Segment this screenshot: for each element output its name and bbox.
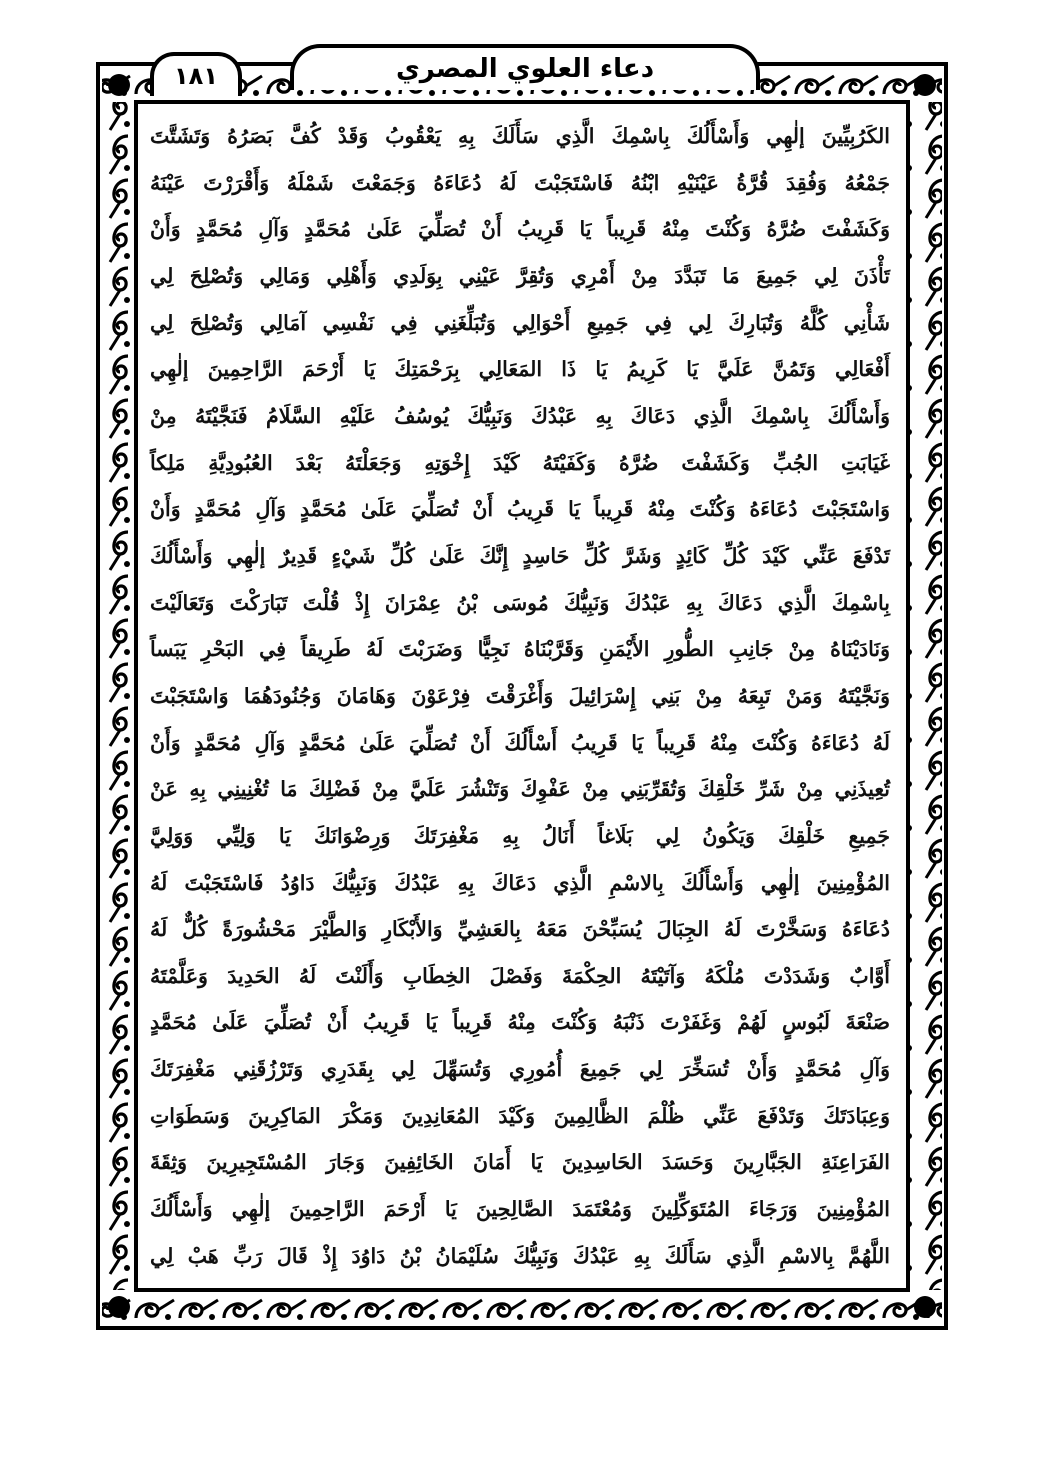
text-line: لَهُ دُعَاءَهُ وَكُنْتَ مِنْهُ قَرِيباً يَا قَرِيبُ أَسْأَلُكَ أَنْ تُصَلِّيَ عَلَىٰ مُحَمَّدٍ وَآلِ مُحَمَّدٍ وَأَنْ (150, 730, 890, 755)
page-title: دعاء العلوي المصري (395, 54, 655, 84)
text-line: وَنَجَّيْتَهُ وَمَنْ تَبِعَهُ مِنْ بَنِي إِسْرَائِيلَ وَأَغْرَقْتَ فِرْعَوْنَ وَهَامَانَ وَجُنُودَهُمَا وَاسْتَجَبْتَ (150, 683, 890, 708)
text-line: جَمْعُهُ وَفُقِدَ قُرَّةُ عَيْنَيْهِ ابْنُهُ فَاسْتَجَبْتَ لَهُ دُعَاءَهُ وَجَمَعْتَ شَمْلَهُ وَأَقْرَرْتَ عَيْنَهُ (150, 170, 890, 195)
text-line: دُعَاءَهُ وَسَخَّرْتَ لَهُ الجِبَالَ يُسَبِّحْنَ مَعَهُ بِالعَشِيِّ وَالأَبْكَارِ وَالطَّيْرَ مَحْشُورَةً كُلٌّ لَهُ (150, 917, 890, 942)
prayer-text-block (150, 116, 890, 1276)
text-line: تَأْذَنَ لِي جَمِيعَ مَا تَبَدَّدَ مِنْ أَمْرِي وَتُقِرَّ عَيْنِي بِوَلَدِي وَأَهْلِي وَمَالِي وَتُصْلِحَ لِي (150, 263, 890, 288)
text-line: تُعِيذَنِي مِنْ شَرِّ خَلْقِكَ وَتُقَرِّبَنِي مِنْ عَفْوِكَ وَتَنْشُرَ عَلَيَّ مِنْ فَضْلِكَ مَا تُغْنِينِي بِهِ عَنْ (150, 777, 890, 802)
page-number: ١٨١ (174, 62, 218, 90)
header-title-tab (290, 44, 760, 90)
text-line: وَنَادَيْنَاهُ مِنْ جَانِبِ الطُّورِ الأَيْمَنِ وَقَرَّبْنَاهُ نَجِيًّا وَضَرَبْتَ لَهُ طَرِيقاً فِي البَحْرِ يَبَساً (150, 637, 890, 662)
text-line: وَآلِ مُحَمَّدٍ وَأَنْ تُسَخِّرَ لِي جَمِيعَ أُمُورِي وَتُسَهِّلَ لِي بِقَدَرِي وَتَرْزُقَنِي مَغْفِرَتَكَ (150, 1057, 890, 1082)
text-line: الكَرُبِيِّينَ إلٰهِي وَأَسْأَلُكَ بِاسْمِكَ الَّذِي سَأَلَكَ بِهِ يَعْقُوبُ وَقَدْ كُفَّ بَصَرُهُ وَتَشَتَّتَ (150, 124, 890, 148)
text-line: وَأَسْأَلُكَ بِاسْمِكَ الَّذِي دَعَاكَ بِهِ عَبْدُكَ وَنَبِيُّكَ يُوسُفُ عَلَيْهِ السَّلَامُ فَنَجَّيْتَهُ مِنْ (150, 403, 890, 428)
text-line: المُؤْمِنِينَ وَرَجَاءَ المُتَوَكِّلِينَ وَمُعْتَمَدَ الصَّالِحِينَ يَا أَرْحَمَ الرَّاحِمِينَ إلٰهِي وَأَسْأَلُكَ (150, 1197, 890, 1222)
text-line: بِاسْمِكَ الَّذِي دَعَاكَ بِهِ عَبْدُكَ وَنَبِيُّكَ مُوسَى بْنُ عِمْرَانَ إِذْ قُلْتَ تَبَارَكْتَ وَتَعَالَيْتَ (150, 590, 890, 615)
text-line: أَوَّابٌ وَشَدَدْتَ مُلْكَهُ وَآتَيْتَهُ الحِكْمَةَ وَفَصْلَ الخِطَابِ وَأَلَنْتَ لَهُ الحَدِيدَ وَعَلَّمْتَهُ (150, 963, 890, 988)
text-line: وَعِبَادَتَكَ وَتَدْفَعَ عَنِّي ظُلْمَ الظَّالِمِينَ وَكَيْدَ المُعَانِدِينَ وَمَكْرَ المَاكِرِينَ وَسَطَوَاتِ (150, 1103, 890, 1128)
page-number-tab (150, 52, 242, 96)
text-line: المُؤْمِنِينَ إلٰهِي وَأَسْأَلُكَ بِالاسْمِ الَّذِي دَعَاكَ بِهِ عَبْدُكَ وَنَبِيُّكَ دَاوُدُ فَاسْتَجَبْتَ لَهُ (150, 870, 890, 895)
text-line: وَاسْتَجَبْتَ دُعَاءَهُ وَكُنْتَ مِنْهُ قَرِيباً يَا قَرِيبُ أَنْ تُصَلِّيَ عَلَىٰ مُحَمَّدٍ وَآلِ مُحَمَّدٍ وَأَنْ (150, 497, 890, 522)
text-line: شَأْنِي كُلَّهُ وَتُبَارِكَ لِي فِي جَمِيعِ أَحْوَالِي وَتُبَلِّغَنِي فِي نَفْسِي آمَالِي وَتُصْلِحَ لِي (150, 310, 890, 335)
text-line: غَيَابَتِ الجُبِّ وَكَشَفْتَ ضُرَّهُ وَكَفَيْتَهُ كَيْدَ إِخْوَتِهِ وَجَعَلْتَهُ بَعْدَ العُبُودِيَّةِ مَلِكاً (150, 450, 890, 475)
text-line: صَنْعَةَ لَبُوسٍ لَهُمْ وَغَفَرْتَ ذَنْبَهُ وَكُنْتَ مِنْهُ قَرِيباً يَا قَرِيبُ أَنْ تُصَلِّيَ عَلَىٰ مُحَمَّدٍ (150, 1010, 890, 1035)
text-line: تَدْفَعَ عَنِّي كَيْدَ كُلِّ كَائِدٍ وَشَرَّ كُلِّ حَاسِدٍ إِنَّكَ عَلَىٰ كُلِّ شَيْءٍ قَدِيرٌ إلٰهِي وَأَسْأَلُكَ (150, 543, 890, 568)
text-line: أَفْعَالِي وَتَمُنَّ عَلَيَّ يَا كَرِيمُ يَا ذَا المَعَالِي بِرَحْمَتِكَ يَا أَرْحَمَ الرَّاحِمِينَ إلٰهِي (150, 357, 890, 382)
text-line: وَكَشَفْتَ ضُرَّهُ وَكُنْتَ مِنْهُ قَرِيباً يَا قَرِيبُ أَنْ تُصَلِّيَ عَلَىٰ مُحَمَّدٍ وَآلِ مُحَمَّدٍ وَأَنْ (150, 217, 890, 242)
text-line: جَمِيعِ خَلْقِكَ وَيَكُونُ لِي بَلَاغاً أَنَالُ بِهِ مَغْفِرَتَكَ وَرِضْوَانَكَ يَا وَلِيِّي وَوَلِيَّ (150, 823, 890, 848)
text-line: الفَرَاعِنَةِ الجَبَّارِينَ وَحَسَدَ الحَاسِدِينَ يَا أَمَانَ الخَائِفِينَ وَجَارَ المُسْتَجِيرِينَ وَثِقَةَ (150, 1150, 890, 1175)
text-line: اللَّهُمَّ بِالاسْمِ الَّذِي سَأَلَكَ بِهِ عَبْدُكَ وَنَبِيُّكَ سُلَيْمَانُ بْنُ دَاوُدَ إِذْ قَالَ رَبِّ هَبْ لِي (150, 1243, 890, 1268)
